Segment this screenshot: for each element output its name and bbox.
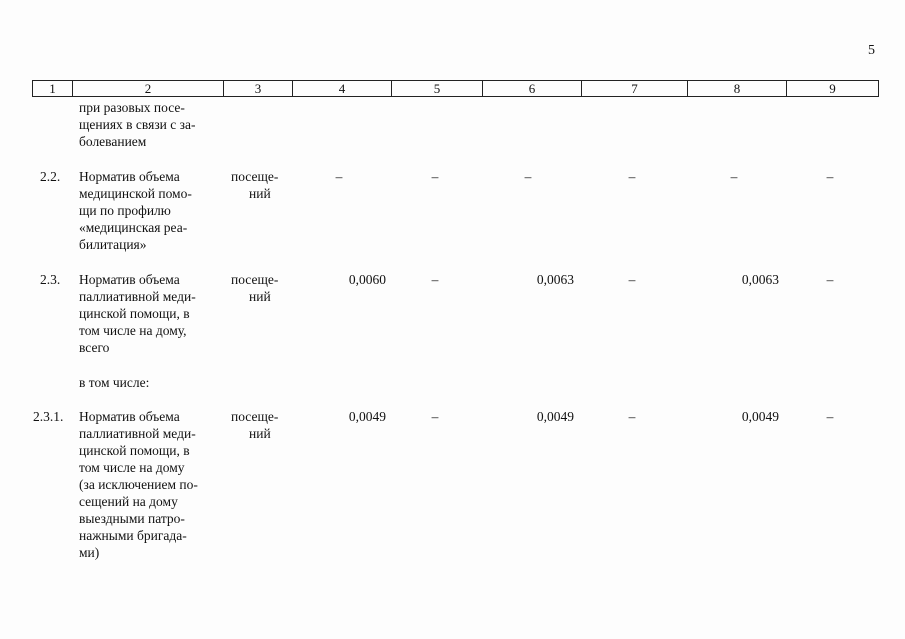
cell-col4: 0,0060 xyxy=(348,272,386,287)
cell-col4: – xyxy=(335,169,343,184)
cell-col7: – xyxy=(628,169,636,184)
column-number-header xyxy=(32,80,879,97)
cell-col8: – xyxy=(730,169,738,184)
cell-col7: – xyxy=(628,272,636,287)
column-number-8: 8 xyxy=(688,81,787,97)
row-name: Норматив объема паллиативной меди- цинской помощи, в том числе на дому (за исключением по- сещений на дому выездными патро- нажными бригада- ми) xyxy=(79,409,198,560)
cell-col9: – xyxy=(826,272,834,287)
cell-col5: – xyxy=(431,272,439,287)
cell-col6: 0,0063 xyxy=(536,272,574,287)
cell-col9: – xyxy=(826,169,834,184)
column-number-2: 2 xyxy=(73,81,224,97)
row-number: 2.2. xyxy=(40,169,61,184)
page-number: 5 xyxy=(868,43,875,58)
column-number-4: 4 xyxy=(293,81,392,97)
column-number-7: 7 xyxy=(582,81,688,97)
column-number-9: 9 xyxy=(787,81,879,97)
row-unit: посеще- ний xyxy=(231,272,279,304)
column-number-6: 6 xyxy=(483,81,582,97)
row-number: 2.3. xyxy=(40,272,61,287)
row-name: Норматив объема паллиативной меди- цинской помощи, в том числе на дому, всего xyxy=(79,272,196,355)
row-unit: посеще- ний xyxy=(231,409,279,441)
cell-col7: – xyxy=(628,409,636,424)
column-number-5: 5 xyxy=(392,81,483,97)
cell-col8: 0,0063 xyxy=(741,272,779,287)
cell-col9: – xyxy=(826,409,834,424)
cell-col8: 0,0049 xyxy=(741,409,779,424)
cell-col6: – xyxy=(524,169,532,184)
continuation-text: при разовых посе- щениях в связи с за- болеванием xyxy=(79,100,196,149)
subsection-label: в том числе: xyxy=(79,375,150,390)
cell-col4: 0,0049 xyxy=(348,409,386,424)
row-number: 2.3.1. xyxy=(33,409,64,424)
column-number-1: 1 xyxy=(33,81,73,97)
row-unit: посеще- ний xyxy=(231,169,279,201)
row-name: Норматив объема медицинской помо- щи по профилю «медицинская реа- билитация» xyxy=(79,169,192,252)
cell-col5: – xyxy=(431,409,439,424)
column-number-3: 3 xyxy=(224,81,293,97)
cell-col6: 0,0049 xyxy=(536,409,574,424)
cell-col5: – xyxy=(431,169,439,184)
